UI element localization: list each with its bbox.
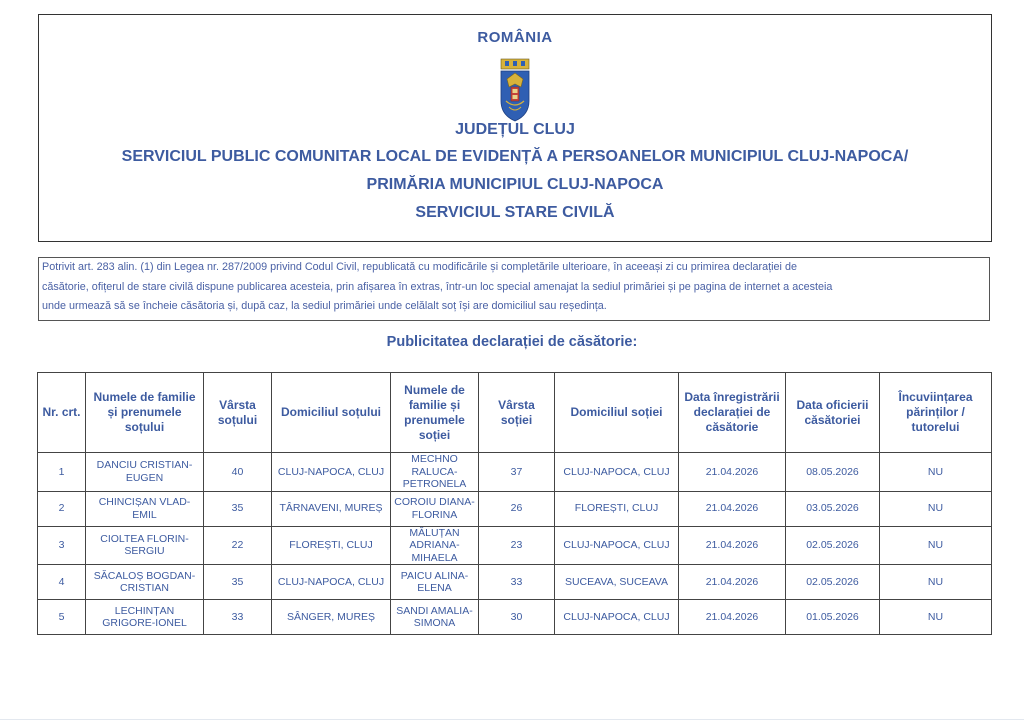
cell-wife-age: 33: [479, 565, 555, 600]
cell-husband-age: 40: [204, 453, 272, 492]
cell-parental-consent: NU: [880, 526, 992, 565]
cell-parental-consent: NU: [880, 491, 992, 526]
cell-ceremony-date: 02.05.2026: [786, 565, 880, 600]
cell-husband-home: FLOREȘTI, CLUJ: [272, 526, 391, 565]
col-header-husband-home: Domiciliul soțului: [272, 373, 391, 453]
cell-wife-age: 30: [479, 600, 555, 635]
cell-wife-name: SANDI AMALIA-SIMONA: [391, 600, 479, 635]
cell-wife-age: 37: [479, 453, 555, 492]
service-title-line1: SERVICIUL PUBLIC COMUNITAR LOCAL DE EVIDENȚĂ A PERSOANELOR MUNICIPIUL CLUJ-NAPOCA/: [121, 148, 909, 165]
cell-husband-age: 22: [204, 526, 272, 565]
country-title: ROMÂNIA: [477, 29, 553, 46]
notice-line2: căsătorie, ofițerul de stare civilă dispune publicarea acesteia, prin afișarea în extras, într-un loc special amenajat la sediul primăriei și pe pagina de internet a acesteia: [42, 280, 833, 293]
cell-husband-name: CHINCIȘAN VLAD-EMIL: [86, 491, 204, 526]
col-header-ceremony-date: Data oficierii căsătoriei: [786, 373, 880, 453]
page-footer-divider: [0, 719, 1024, 720]
table-header-row: [38, 373, 992, 453]
cell-parental-consent: NU: [880, 453, 992, 492]
cell-nr: 1: [38, 453, 86, 492]
cell-wife-home: CLUJ-NAPOCA, CLUJ: [555, 600, 679, 635]
cell-husband-home: SÂNGER, MUREȘ: [272, 600, 391, 635]
header-box: [38, 14, 992, 242]
county-title: JUDEȚUL CLUJ: [455, 121, 575, 138]
cell-wife-name: COROIU DIANA-FLORINA: [391, 491, 479, 526]
notice-line3: unde urmează să se încheie căsătoria și, după caz, la sediul primăriei unde celălalt soț își are domiciliul sau reședința.: [42, 300, 607, 312]
cell-ceremony-date: 02.05.2026: [786, 526, 880, 565]
cell-wife-name: MĂLUȚAN ADRIANA-MIHAELA: [391, 526, 479, 565]
cell-husband-home: TÂRNAVENI, MUREȘ: [272, 491, 391, 526]
cell-nr: 4: [38, 565, 86, 600]
cell-wife-home: CLUJ-NAPOCA, CLUJ: [555, 453, 679, 492]
cell-wife-home: FLOREȘTI, CLUJ: [555, 491, 679, 526]
coat-of-arms-icon: [499, 57, 531, 123]
cell-husband-age: 35: [204, 491, 272, 526]
col-header-nr: Nr. crt.: [38, 373, 86, 453]
col-header-wife-home: Domiciliul soției: [555, 373, 679, 453]
cell-nr: 5: [38, 600, 86, 635]
notice-line1: Potrivit art. 283 alin. (1) din Legea nr. 287/2009 privind Codul Civil, republicată cu modificările și completările ulterioare, în aceeași zi cu primirea declarației de: [42, 261, 797, 273]
col-header-parental-consent: Încuviințarea părinților / tutorelui: [880, 373, 992, 453]
cell-reg-date: 21.04.2026: [679, 600, 786, 635]
cell-parental-consent: NU: [880, 565, 992, 600]
cell-husband-name: CIOLTEA FLORIN-SERGIU: [86, 526, 204, 565]
cell-reg-date: 21.04.2026: [679, 565, 786, 600]
col-header-husband-age: Vârsta soțului: [204, 373, 272, 453]
marriage-declarations-table: [37, 372, 992, 635]
col-header-wife-name: Numele de familie și prenumele soției: [391, 373, 479, 453]
cell-husband-home: CLUJ-NAPOCA, CLUJ: [272, 565, 391, 600]
cell-wife-age: 23: [479, 526, 555, 565]
cell-nr: 3: [38, 526, 86, 565]
table-row: [38, 600, 992, 635]
col-header-reg-date: Data înregistrării declarației de căsătorie: [679, 373, 786, 453]
legal-notice: [38, 257, 990, 321]
table-row: [38, 453, 992, 492]
cell-wife-name: PAICU ALINA-ELENA: [391, 565, 479, 600]
cell-husband-home: CLUJ-NAPOCA, CLUJ: [272, 453, 391, 492]
cell-parental-consent: NU: [880, 600, 992, 635]
col-header-wife-age: Vârsta soției: [479, 373, 555, 453]
cell-reg-date: 21.04.2026: [679, 453, 786, 492]
table-row: [38, 565, 992, 600]
cell-husband-age: 33: [204, 600, 272, 635]
cell-wife-name: MECHNO RALUCA-PETRONELA: [391, 453, 479, 492]
cell-ceremony-date: 08.05.2026: [786, 453, 880, 492]
service-title-line3: SERVICIUL STARE CIVILĂ: [415, 204, 615, 221]
table-row: [38, 526, 992, 565]
cell-husband-age: 35: [204, 565, 272, 600]
cell-nr: 2: [38, 491, 86, 526]
cell-husband-name: LECHINȚAN GRIGORE-IONEL: [86, 600, 204, 635]
cell-wife-home: CLUJ-NAPOCA, CLUJ: [555, 526, 679, 565]
table-row: [38, 491, 992, 526]
cell-wife-age: 26: [479, 491, 555, 526]
cell-wife-home: SUCEAVA, SUCEAVA: [555, 565, 679, 600]
cell-ceremony-date: 01.05.2026: [786, 600, 880, 635]
cell-husband-name: SĂCALOȘ BOGDAN-CRISTIAN: [86, 565, 204, 600]
cell-reg-date: 21.04.2026: [679, 526, 786, 565]
cell-ceremony-date: 03.05.2026: [786, 491, 880, 526]
col-header-husband-name: Numele de familie și prenumele soțului: [86, 373, 204, 453]
cell-reg-date: 21.04.2026: [679, 491, 786, 526]
service-title-line2: PRIMĂRIA MUNICIPIUL CLUJ-NAPOCA: [366, 176, 664, 193]
publication-title: Publicitatea declarației de căsătorie:: [386, 334, 638, 350]
cell-husband-name: DANCIU CRISTIAN-EUGEN: [86, 453, 204, 492]
